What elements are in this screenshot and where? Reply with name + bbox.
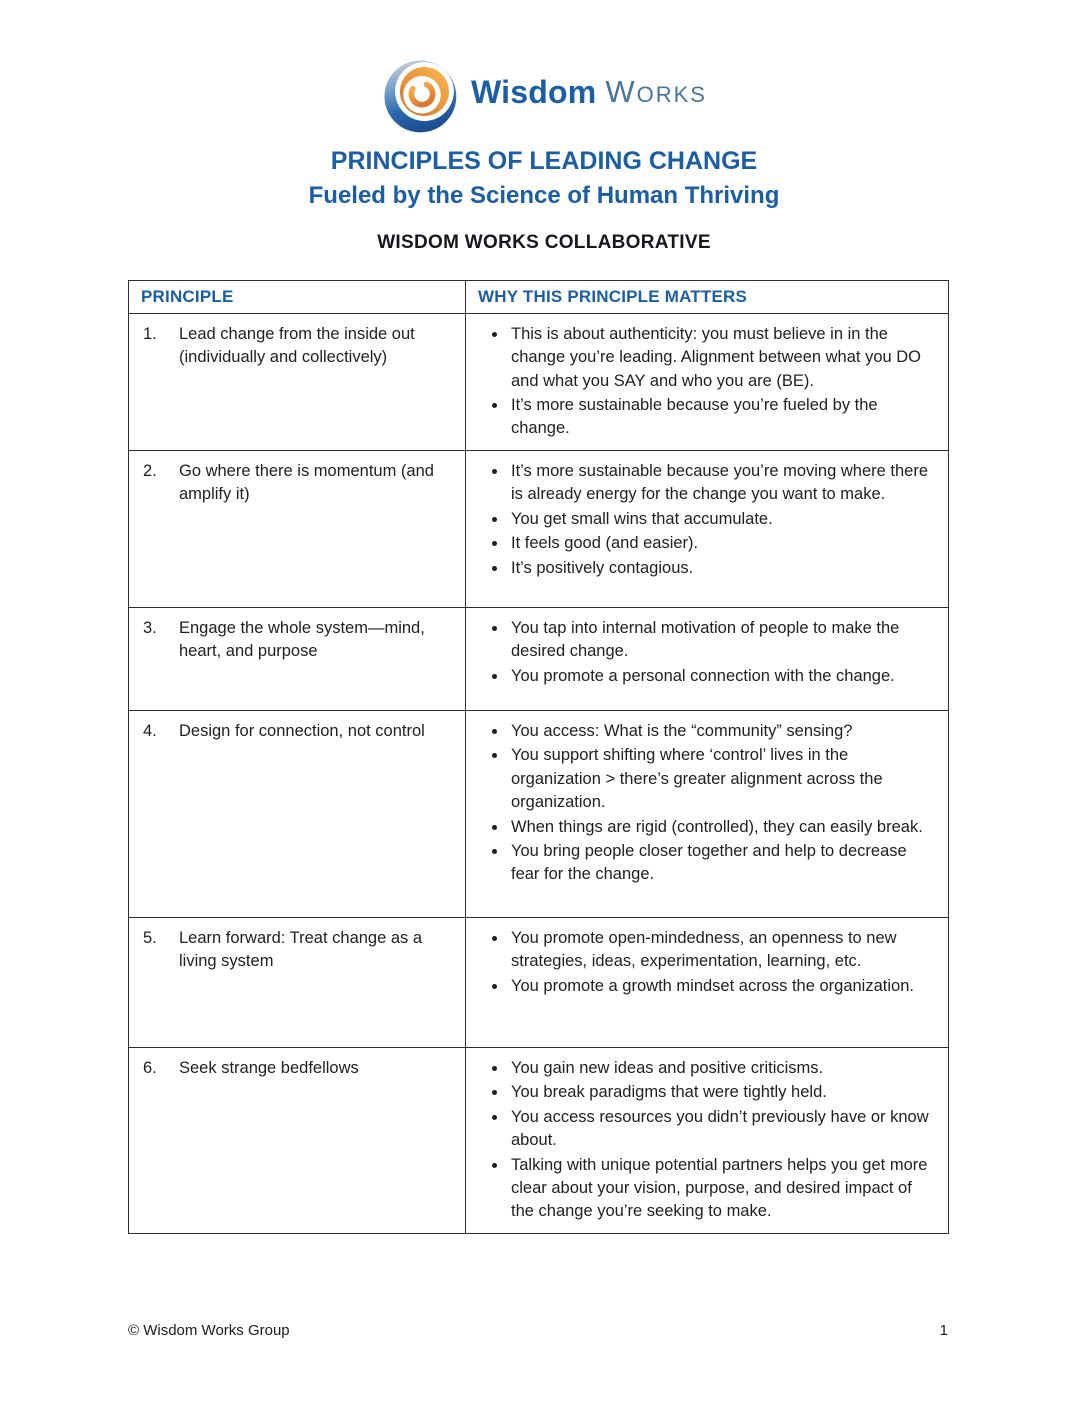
reason-item: • You bring people closer together and help to decrease fear for the change. xyxy=(508,840,938,887)
logo-wordmark xyxy=(471,74,707,111)
reason-item: • You promote open-mindedness, an openness to new strategies, ideas, experimentation, learning, etc. xyxy=(508,927,938,974)
reasons-list xyxy=(478,927,938,998)
table-row xyxy=(129,1047,949,1233)
reason-item: • Talking with unique potential partners helps you get more clear about your vision, purpose, and desired impact of the change you’re seeking to make. xyxy=(508,1154,938,1224)
principle-number: 2. xyxy=(143,461,157,480)
principle-number: 5. xyxy=(143,928,157,947)
reason-item: • It’s more sustainable because you’re fueled by the change. xyxy=(508,394,938,441)
page-footer xyxy=(128,1322,948,1339)
principle-number: 3. xyxy=(143,618,157,637)
reason-item: • You access resources you didn’t previously have or know about. xyxy=(508,1106,938,1153)
principle-number: 6. xyxy=(143,1058,157,1077)
reason-item: • It’s more sustainable because you’re moving where there is already energy for the change you want to make. xyxy=(508,460,938,507)
reasons-list xyxy=(478,460,938,580)
reasons-list xyxy=(478,617,938,688)
reason-item: • You get small wins that accumulate. xyxy=(508,508,938,531)
table-row xyxy=(129,450,949,607)
reason-item: • You promote a growth mindset across the organization. xyxy=(508,975,938,998)
principle-text: Design for connection, not control xyxy=(179,721,425,740)
principle-text: Seek strange bedfellows xyxy=(179,1058,359,1077)
reason-item: • You support shifting where ‘control’ lives in the organization > there’s greater alignment across the organization. xyxy=(508,744,938,814)
principle-number: 4. xyxy=(143,721,157,740)
column-header-why: WHY THIS PRINCIPLE MATTERS xyxy=(466,280,949,313)
table-row xyxy=(129,313,949,450)
page-subtitle: Fueled by the Science of Human Thriving xyxy=(308,182,780,209)
copyright-text: © Wisdom Works Group xyxy=(128,1322,290,1339)
reason-item: • You tap into internal motivation of people to make the desired change. xyxy=(508,617,938,664)
principle-number: 1. xyxy=(143,324,157,343)
reason-item: • It feels good (and easier). xyxy=(508,532,938,555)
principle-text: Go where there is momentum (and amplify it) xyxy=(179,461,434,504)
principle-text: Lead change from the inside out (individually and collectively) xyxy=(179,324,415,367)
page-number: 1 xyxy=(939,1322,948,1339)
logo-swirl-icon xyxy=(381,54,463,134)
column-header-principle: PRINCIPLE xyxy=(129,280,466,313)
logo xyxy=(0,0,1088,134)
reason-item: • It’s positively contagious. xyxy=(508,557,938,580)
reason-item: • This is about authenticity: you must believe in in the change you’re leading. Alignment between what you DO and what you SAY and who you are (BE). xyxy=(508,323,938,393)
reason-item: • You promote a personal connection with the change. xyxy=(508,665,938,688)
reason-item: • You access: What is the “community” sensing? xyxy=(508,720,938,743)
table-row xyxy=(129,607,949,710)
logo-wordmark-secondary: Works xyxy=(605,74,707,109)
table-row xyxy=(129,917,949,1047)
principle-text: Learn forward: Treat change as a living system xyxy=(179,928,423,971)
principle-text: Engage the whole system—mind, heart, and purpose xyxy=(179,618,425,661)
table-row xyxy=(129,710,949,917)
reasons-list xyxy=(478,323,938,441)
organization-name: WISDOM WORKS COLLABORATIVE xyxy=(377,231,711,253)
page-title: PRINCIPLES OF LEADING CHANGE xyxy=(330,147,758,175)
reason-item: • You gain new ideas and positive criticisms. xyxy=(508,1057,938,1080)
reasons-list xyxy=(478,1057,938,1224)
table-header-row xyxy=(129,280,949,313)
reason-item: • When things are rigid (controlled), they can easily break. xyxy=(508,816,938,839)
reason-item: • You break paradigms that were tightly held. xyxy=(508,1081,938,1104)
reasons-list xyxy=(478,720,938,887)
logo-wordmark-primary: Wisdom xyxy=(471,73,597,110)
principles-table xyxy=(128,280,949,1234)
